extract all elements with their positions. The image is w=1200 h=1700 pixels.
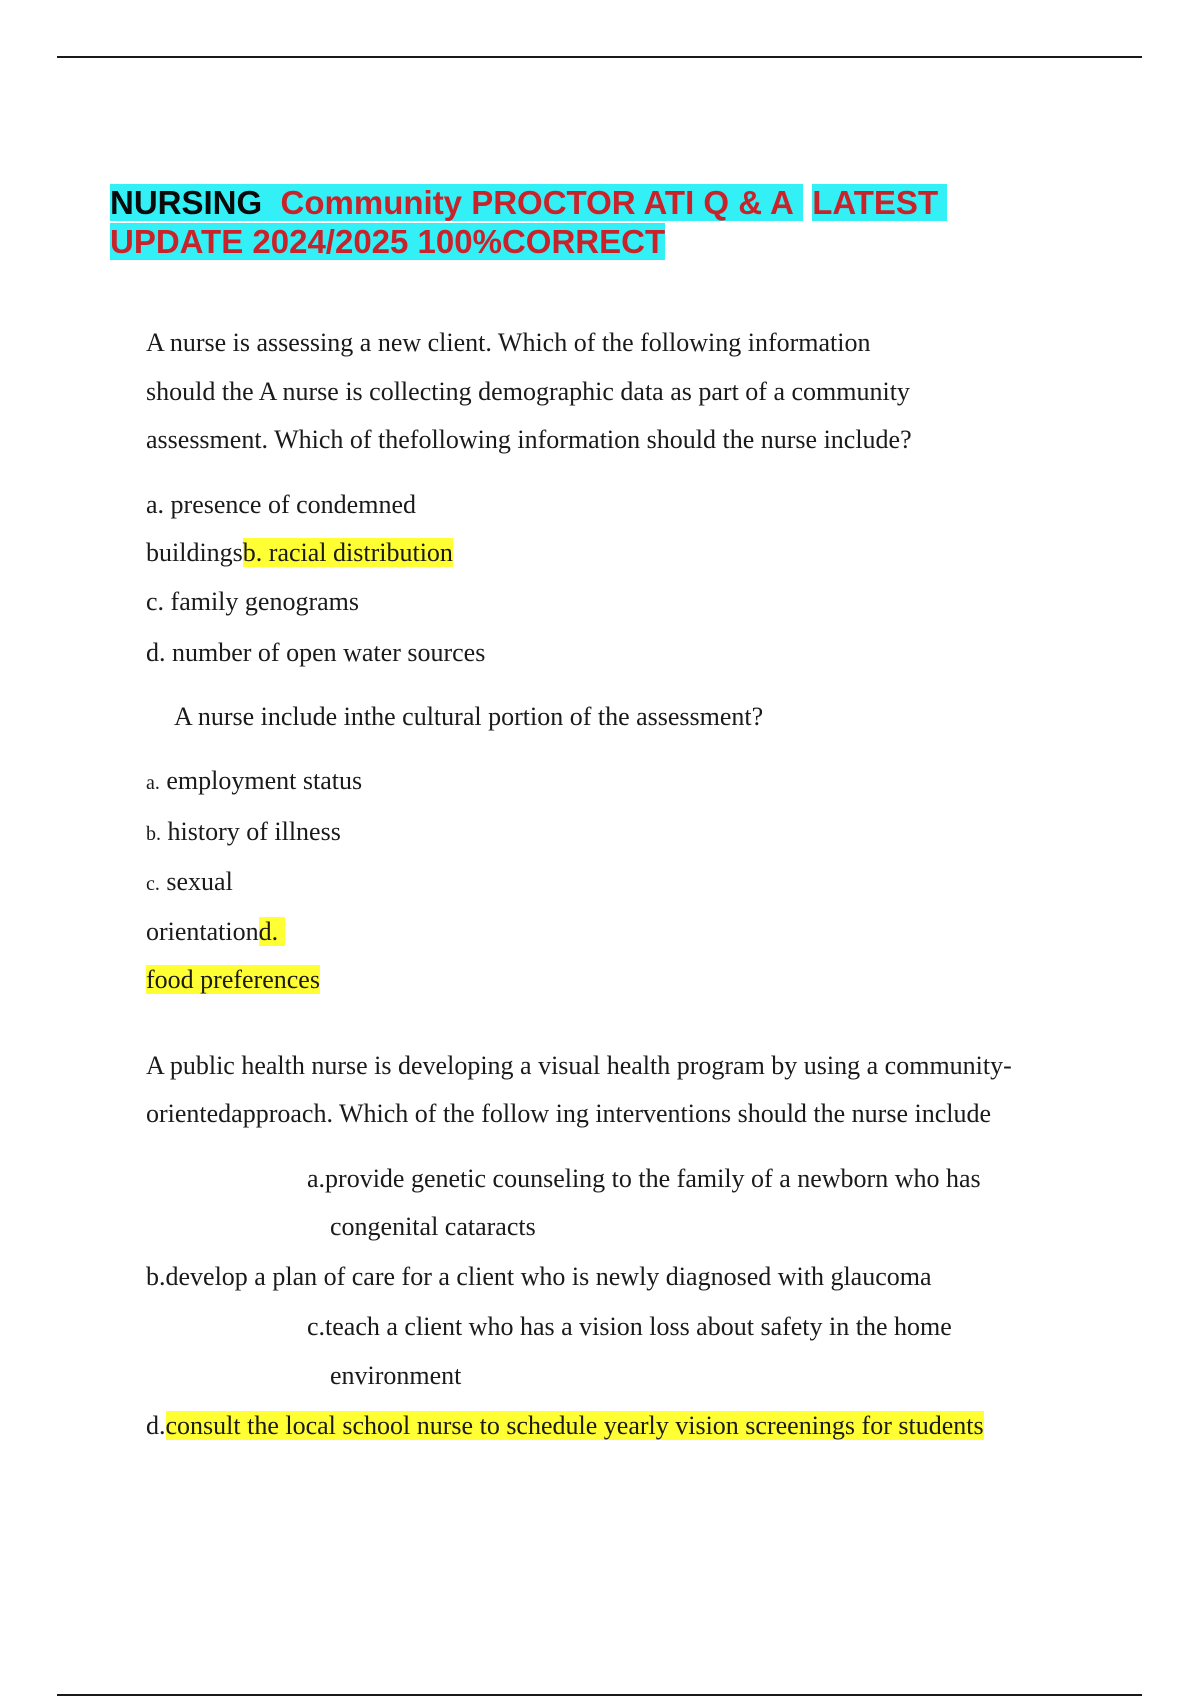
- q2-option-c-cont: orientation: [146, 917, 259, 946]
- title-nursing: NURSING: [110, 184, 263, 221]
- q1-stem-line3: assessment. Which of thefollowing information should the nurse include?: [146, 425, 912, 454]
- q2-option-d-correct: [146, 963, 320, 997]
- q2-option-b-text: history of illness: [167, 817, 341, 846]
- q1-option-a-b-line: [146, 536, 453, 570]
- q2-stem: A nurse include inthe cultural portion of the assessment?: [174, 702, 764, 731]
- q3-option-b: [146, 1260, 932, 1294]
- q3-option-a-line2: congenital cataracts: [330, 1212, 536, 1241]
- q3-option-d-marker: d.: [146, 1411, 166, 1440]
- q3-option-b-text: develop a plan of care for a client who is newly diagnosed with glaucoma: [165, 1262, 932, 1291]
- q2-option-a-text: employment status: [166, 766, 363, 795]
- title-latest: LATEST: [812, 184, 947, 221]
- page-title: [110, 183, 990, 261]
- q3-option-b-marker: b.: [146, 1262, 166, 1291]
- title-update: UPDATE 2024/2025 100%CORRECT: [110, 223, 666, 260]
- q3-option-c-line2: environment: [330, 1361, 462, 1390]
- q2-option-c-marker: c.: [146, 873, 160, 895]
- q3-option-a: [307, 1162, 981, 1196]
- q1-option-b-correct: b. racial distribution: [242, 538, 453, 567]
- q2-option-d-marker: d.: [258, 917, 279, 946]
- q3-option-c-marker: c.: [307, 1312, 326, 1341]
- q1-option-a-cont: buildings: [146, 538, 243, 567]
- q2-option-b-marker: b.: [146, 823, 161, 845]
- q1-option-d: d. number of open water sources: [146, 638, 486, 667]
- q3-option-a-marker: a.: [307, 1164, 326, 1193]
- q1-stem-line2: should the A nurse is collecting demographic data as part of a community: [146, 377, 910, 406]
- q2-option-c: [146, 865, 233, 901]
- bottom-rule: [57, 1694, 1142, 1696]
- q3-option-d: [146, 1409, 984, 1443]
- top-rule: [57, 56, 1142, 58]
- q1-option-c: c. family genograms: [146, 587, 359, 616]
- title-community: Community PROCTOR ATI Q & A: [262, 184, 803, 221]
- q2-option-a: [146, 764, 362, 800]
- q3-option-d-correct: consult the local school nurse to schedule yearly vision screenings for students: [165, 1411, 984, 1440]
- q1-option-a: a. presence of condemned: [146, 490, 416, 519]
- q3-stem-line1: A public health nurse is developing a visual health program by using a community-: [146, 1051, 1012, 1080]
- q2-option-c-text: sexual: [166, 867, 233, 896]
- q3-option-a-text: provide genetic counseling to the family of a newborn who has: [325, 1164, 981, 1193]
- q2-option-c-d-line: [146, 915, 285, 949]
- q2-option-d-text: food preferences: [146, 965, 320, 994]
- q1-stem-line1: A nurse is assessing a new client. Which of the following information: [146, 328, 871, 357]
- q2-option-b: [146, 815, 341, 851]
- q3-option-c-text: teach a client who has a vision loss about safety in the home: [325, 1312, 952, 1341]
- q3-stem-line2: orientedapproach. Which of the follow ing interventions should the nurse include: [146, 1099, 992, 1128]
- q3-option-c: [307, 1310, 952, 1344]
- q2-option-a-marker: a.: [146, 772, 160, 794]
